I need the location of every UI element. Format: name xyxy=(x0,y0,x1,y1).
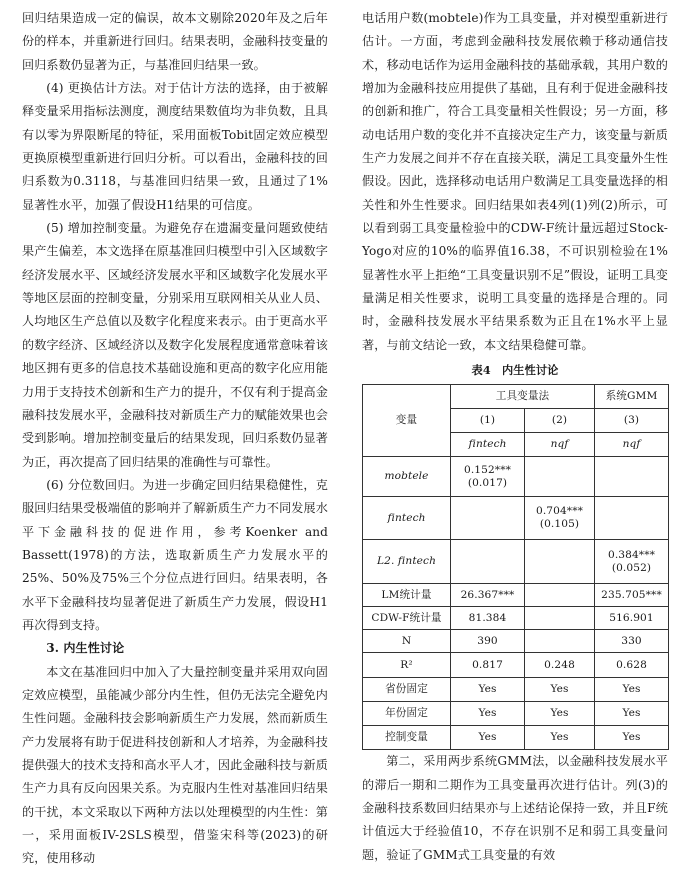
table-cell xyxy=(451,497,525,540)
table-cell: Yes xyxy=(525,702,595,726)
row-label: mobtele xyxy=(363,457,451,497)
table-cell: 516.901 xyxy=(595,607,669,630)
paragraph: 电话用户数(mobtele)作为工具变量，并对模型重新进行估计。一方面，考虑到金融科技发展依赖于移动通信技术，移动电话作为运用金融科技的基础承载，其用户数的增加为金融科技应用提供了基础，且有利于促进金融科技的创新和推广，符合工具变量相关性假设；另一方面，移动电话用户数的变化并不直接决定生产力，该变量与新质生产力发展之间并不存在直接关联，满足工具变量外生性假设。因此，选择移动电话用户数满足工具变量选择的相关性和外生性要求。回归结果如表4列(1)列(2)所示，可以看到弱工具变量检验中的CDW-F统计量远超过Stock-Yogo对应的10%的临界值16.38，不可识别检验在1%显著性水平上拒绝“工具变量识别不足”假设，证明工具变量满足相关性要求，说明工具变量的选择是合理的。同时，金融科技发展水平结果系数为正且在1%水平上显著，与前文结论一致，本文结果稳健可靠。 xyxy=(362,11,668,352)
table-cell: 0.704*** (0.105) xyxy=(525,497,595,540)
table-row xyxy=(363,653,669,678)
header-variable: 变量 xyxy=(363,385,451,457)
table-cell: Yes xyxy=(525,678,595,702)
row-label: CDW-F统计量 xyxy=(363,607,451,630)
paragraph: 第二，采用两步系统GMM法，以金融科技发展水平的滞后一期和二期作为工具变量再次进行估计。列(3)的金融科技系数回归结果亦与上述结论保持一致，并且F统计值远大于经验值10，不存在识别不足和弱工具变量问题，验证了GMM式工具变量的有效 xyxy=(362,754,668,862)
table-cell: 0.248 xyxy=(525,653,595,678)
paragraph: (5) 增加控制变量。为避免存在遗漏变量问题致使结果产生偏差，本文选择在原基准回归模型中引入区域数字经济发展水平、区域经济发展水平和区域数字化发展水平等地区层面的控制变量，分别采用互联网相关从业人员、人均地区生产总值以及数字化程度来表示。由于更高水平的数字经济、区域经济以及数字化发展程度通常意味着该地区拥有更多的信息技术基础设施和更高的数字化应用能力用于支持技术创新和生产力的提升，不仅有利于提高金融科技发展水平，金融科技对新质生产力的赋能效果也会受到影响。增加控制变量后的结果发现，回归系数仍显著为正，再次提高了回归结果的准确性与可靠性。 xyxy=(22,221,328,469)
table-cell: Yes xyxy=(525,726,595,750)
table-row xyxy=(363,702,669,726)
table-cell: Yes xyxy=(595,726,669,750)
row-label: 省份固定 xyxy=(363,678,451,702)
header-col-num: (2) xyxy=(525,409,595,433)
table-cell xyxy=(595,497,669,540)
table-cell: Yes xyxy=(451,678,525,702)
table-cell: Yes xyxy=(595,702,669,726)
table-cell xyxy=(525,607,595,630)
table-cell: 390 xyxy=(451,630,525,653)
header-col-name: nqf xyxy=(525,433,595,457)
table-row xyxy=(363,584,669,607)
row-label: N xyxy=(363,630,451,653)
table-cell: 0.152*** (0.017) xyxy=(451,457,525,497)
table-cell xyxy=(525,584,595,607)
row-label: L2. fintech xyxy=(363,540,451,584)
table-row xyxy=(363,607,669,630)
paragraph: 本文在基准回归中加入了大量控制变量并采用双向固定效应模型，虽能减少部分内生性，但仍无法完全避免内生性问题。金融科技会影响新质生产力发展，然而新质生产力发展将有助于促进科技创新和人才培养，为金融科技提供强大的技术支持和高水平人才，因此金融科技与新质生产力具有反向因果关系。为克服内生性对基准回归结果的干扰，本文采取以下两种方法以处理模型的内生性：第一，采用面板IV-2SLS模型，借鉴宋科等(2023)的研究，使用移动 xyxy=(22,664,328,866)
table-cell: 0.384*** (0.052) xyxy=(595,540,669,584)
table-row xyxy=(363,457,669,497)
endogeneity-table xyxy=(362,384,669,750)
table-cell: 330 xyxy=(595,630,669,653)
table-cell: Yes xyxy=(595,678,669,702)
table-cell xyxy=(525,457,595,497)
row-label: R² xyxy=(363,653,451,678)
header-gmm-group: 系统GMM xyxy=(595,385,669,409)
header-col-name: nqf xyxy=(595,433,669,457)
table-cell: 235.705*** xyxy=(595,584,669,607)
table-cell: Yes xyxy=(451,726,525,750)
table-cell: 0.817 xyxy=(451,653,525,678)
row-label: 年份固定 xyxy=(363,702,451,726)
paragraph: (6) 分位数回归。为进一步确定回归结果稳健性，克服回归结果受极端值的影响并了解新质生产力不同发展水平下金融科技的促进作用，参考Koenker and Bassett(1978)的方法，选取新质生产力发展水平的25%、50%及75%三个分位点进行回归。结果表明，各水平下金融科技均显著促进了新质生产力发展，假设H1再次得到支持。 xyxy=(22,477,328,632)
row-label: LM统计量 xyxy=(363,584,451,607)
table-row xyxy=(363,497,669,540)
left-column xyxy=(22,7,328,871)
table-cell xyxy=(525,540,595,584)
table-cell xyxy=(525,630,595,653)
right-column xyxy=(362,7,668,867)
table-cell xyxy=(451,540,525,584)
table-row xyxy=(363,630,669,653)
table-cell: 0.628 xyxy=(595,653,669,678)
paragraph: (4) 更换估计方法。对于估计方法的选择，由于被解释变量采用指标法测度，测度结果数值均为非负数，且具有以零为界限断尾的特征，采用面板Tobit固定效应模型更换原模型重新进行回归分析。可以看出，金融科技的回归系数为0.3118，与基准回归结果一致，且通过了1%显著性水平，加强了假设H1结果的可信度。 xyxy=(22,81,328,212)
table-row xyxy=(363,678,669,702)
header-iv-group: 工具变量法 xyxy=(451,385,595,409)
header-col-name: fintech xyxy=(451,433,525,457)
table-row xyxy=(363,540,669,584)
paragraph: 回归结果造成一定的偏误，故本文剔除2020年及之后年份的样本，并重新进行回归。结果表明，金融科技变量的回归系数仍显著为正，与基准回归结果一致。 xyxy=(22,11,328,72)
table-cell: Yes xyxy=(451,702,525,726)
table-cell xyxy=(595,457,669,497)
row-label: fintech xyxy=(363,497,451,540)
table-row xyxy=(363,726,669,750)
row-label: 控制变量 xyxy=(363,726,451,750)
header-col-num: (1) xyxy=(451,409,525,433)
table-cell: 81.384 xyxy=(451,607,525,630)
header-col-num: (3) xyxy=(595,409,669,433)
section-heading: 3. 内生性讨论 xyxy=(46,641,125,656)
table-title: 表4 内生性讨论 xyxy=(471,363,559,378)
table-cell: 26.367*** xyxy=(451,584,525,607)
